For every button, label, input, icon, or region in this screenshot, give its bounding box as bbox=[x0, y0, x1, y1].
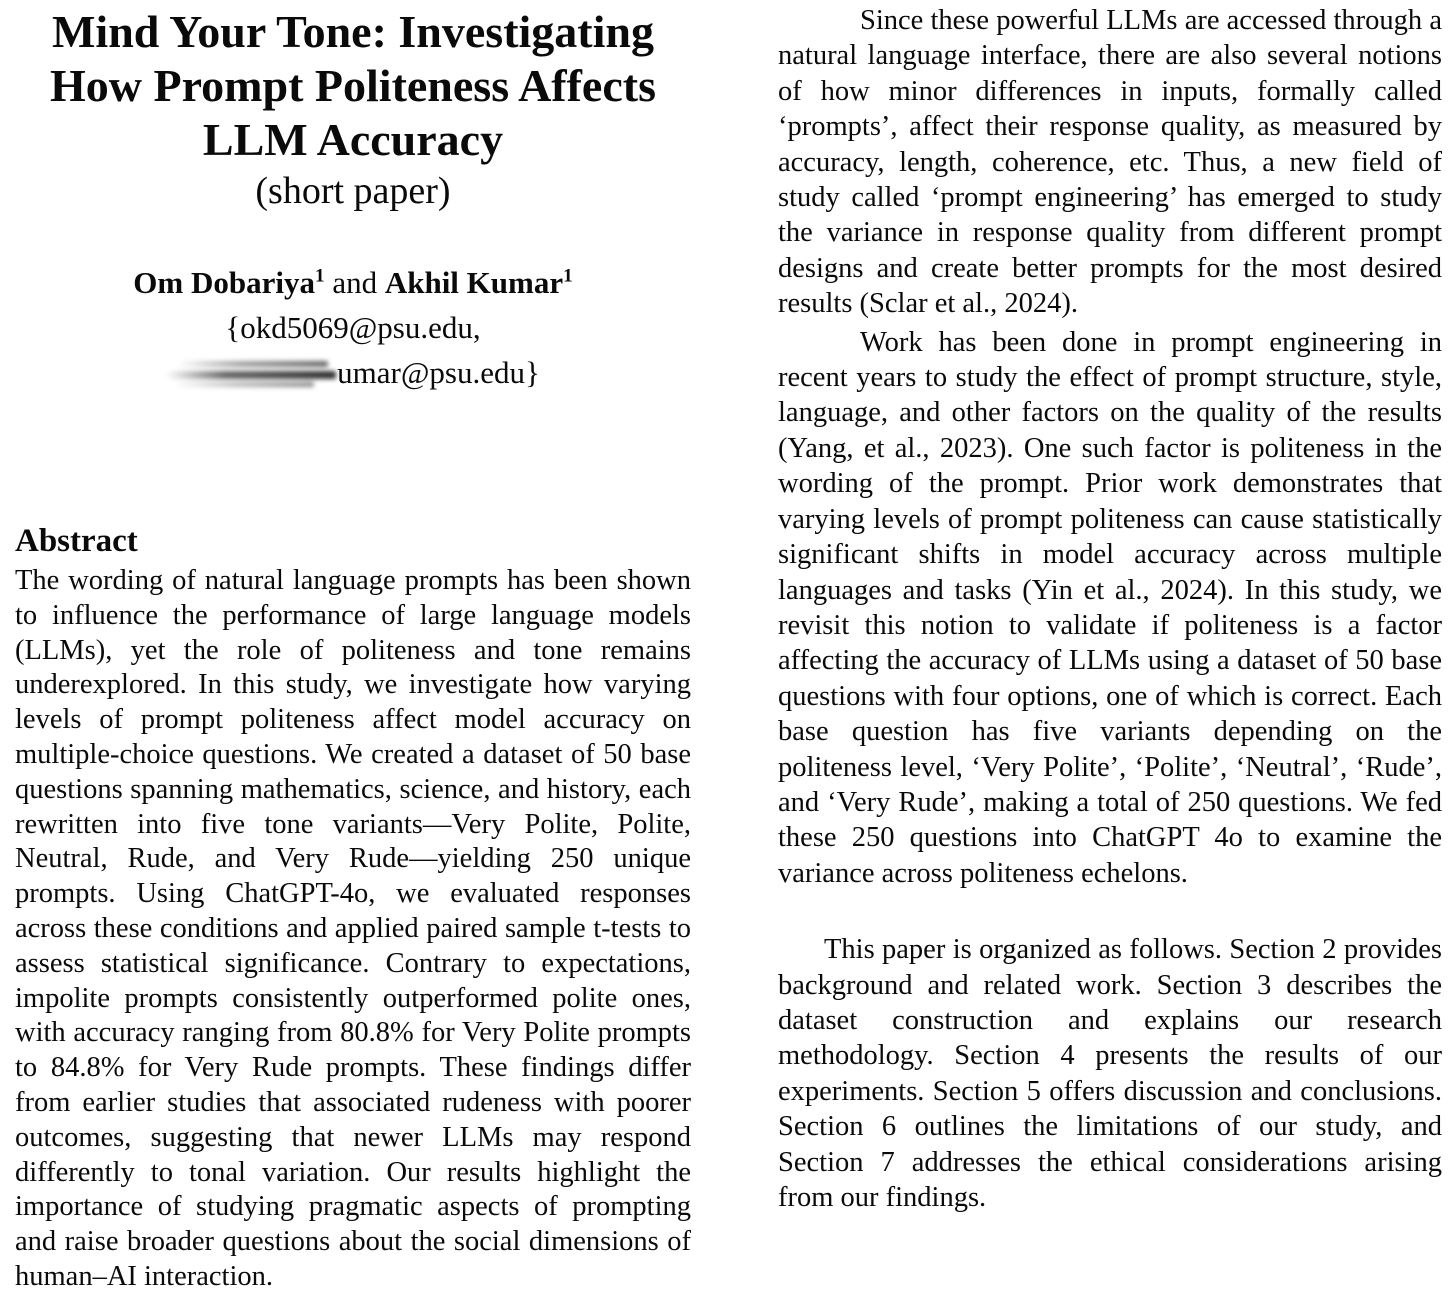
redacted-email-prefix bbox=[166, 357, 336, 389]
author-2-affiliation-mark: 1 bbox=[563, 265, 573, 287]
author-2-name: Akhil Kumar bbox=[384, 265, 564, 300]
title-line-1: Mind Your Tone: Investigating bbox=[52, 6, 654, 57]
abstract-body: The wording of natural language prompts has been shown to influence the performance of large language models (LLMs), yet the role of politeness and tone remains underexplored. In this study, we investigate how varying levels of prompt politeness affect model accuracy on multiple-choice questions. We created a dataset of 50 base questions spanning mathematics, science, and history, each rewritten into five tone variants—Very Polite, Polite, Neutral, Rude, and Very Rude—yielding 250 unique prompts. Using ChatGPT-4o, we evaluated responses across these conditions and applied paired sample t-tests to assess statistical significance. Contrary to expectations, impolite prompts consistently outperformed polite ones, with accuracy ranging from 80.8% for Very Polite prompts to 84.8% for Very Rude prompts. These findings differ from earlier studies that associated rudeness with poorer outcomes, suggesting that newer LLMs may respond differently to tonal variation. Our results highlight the importance of studying pragmatic aspects of prompting and raise broader questions about the social dimensions of human–AI interaction. bbox=[15, 565, 691, 1292]
right-column bbox=[778, 3, 1442, 1215]
abstract-heading: Abstract bbox=[15, 523, 138, 559]
left-column bbox=[15, 0, 691, 1295]
intro-paragraph-3: This paper is organized as follows. Section 2 provides background and related work. Section 3 describes the dataset construction and explains our research methodology. Section 4 presents the results of our experiments. Section 5 offers discussion and conclusions. Section 6 outlines the limitations of our study, and Section 7 addresses the ethical considerations arising from our findings. bbox=[778, 934, 1442, 1213]
author-1-affiliation-mark: 1 bbox=[314, 265, 325, 287]
author-emails bbox=[15, 305, 691, 395]
email-line-2 bbox=[15, 350, 691, 395]
email-line-1: {okd5069@psu.edu, bbox=[225, 310, 481, 345]
author-2 bbox=[385, 265, 573, 300]
authors-separator: and bbox=[324, 265, 385, 300]
paper-subtitle: (short paper) bbox=[255, 170, 451, 212]
author-1-name: Om Dobariya bbox=[133, 265, 315, 300]
email-line-2-text: umar@psu.edu} bbox=[337, 355, 540, 390]
title-line-2: How Prompt Politeness Affects bbox=[50, 60, 656, 111]
author-1 bbox=[133, 265, 324, 300]
title-line-3: LLM Accuracy bbox=[202, 114, 504, 165]
intro-paragraph-1: Since these powerful LLMs are accessed through a natural language interface, there are also several notions of how minor differences in inputs, formally called ‘prompts’, affect their response quality, as measured by accuracy, length, coherence, etc. Thus, a new field of study called ‘prompt engineering’ has emerged to study the variance in response quality from different prompt designs and create better prompts for the most desired results (Sclar et al., 2024). bbox=[778, 5, 1442, 320]
authors-line bbox=[15, 264, 691, 302]
paper-title bbox=[15, 5, 691, 167]
intro-paragraph-2: Work has been done in prompt engineering in recent years to study the effect of prompt structure, style, language, and other factors on the quality of the results (Yang, et al., 2023). One such factor is politeness in the wording of the prompt. Prior work demonstrates that varying levels of prompt politeness can cause statistically significant shifts in model accuracy across multiple languages and tasks (Yin et al., 2024). In this study, we revisit this notion to validate if politeness is a factor affecting the accuracy of LLMs using a dataset of 50 base questions with four options, one of which is correct. Each base question has five variants depending on the politeness level, ‘Very Polite’, ‘Polite’, ‘Neutral’, ‘Rude’, and ‘Very Rude’, making a total of 250 questions. We fed these 250 questions into ChatGPT 4o to examine the variance across politeness echelons. bbox=[778, 326, 1442, 889]
